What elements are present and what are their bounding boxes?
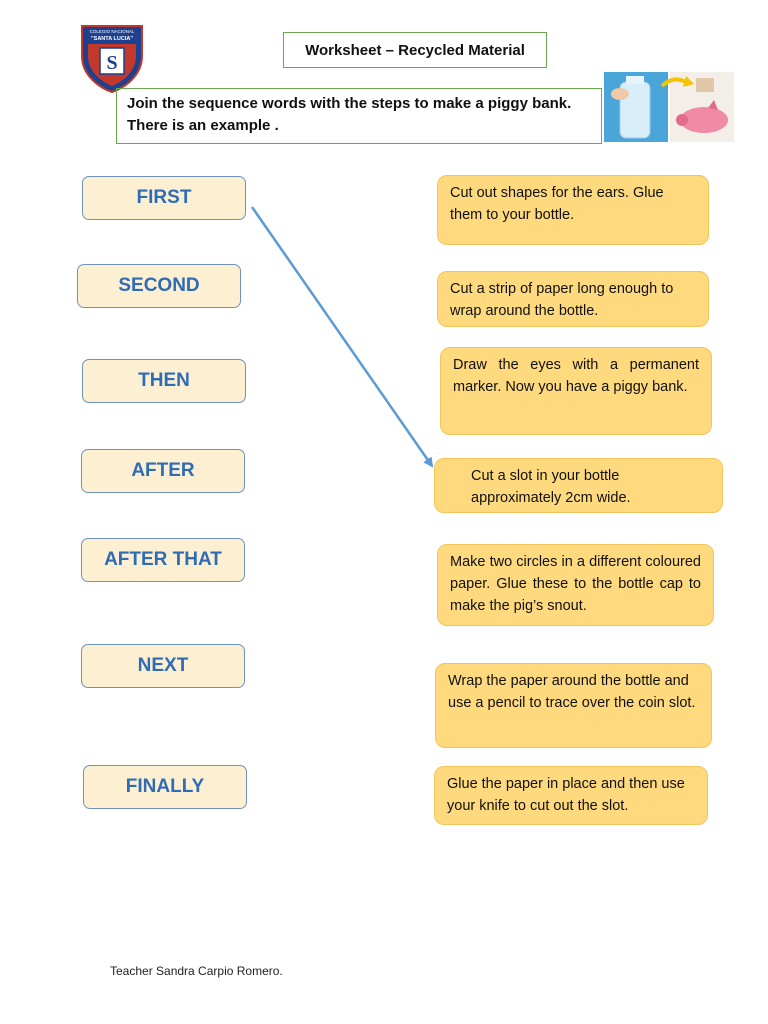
worksheet-title: Worksheet – Recycled Material — [283, 32, 547, 68]
piggy-bank-photo — [604, 72, 734, 142]
logo-letter: S — [106, 52, 118, 74]
step-ears[interactable]: Cut out shapes for the ears. Glue them to your bottle. — [437, 175, 709, 245]
step-wrap[interactable]: Wrap the paper around the bottle and use a pencil to trace over the coin slot. — [435, 663, 712, 748]
step-slot[interactable]: Cut a slot in your bottle approximately 2cm wide. — [434, 458, 723, 513]
sequence-word-then[interactable]: THEN — [82, 359, 246, 403]
instructions-box — [116, 88, 602, 144]
step-strip[interactable]: Cut a strip of paper long enough to wrap around the bottle. — [437, 271, 709, 327]
step-snout[interactable]: Make two circles in a different coloured paper. Glue these to the bottle cap to make the pig’s snout. — [437, 544, 714, 626]
logo-text-line1: COLEGIO NACIONAL — [89, 29, 135, 34]
step-cut-slot[interactable]: Glue the paper in place and then use your knife to cut out the slot. — [434, 766, 708, 825]
sequence-word-finally[interactable]: FINALLY — [83, 765, 247, 809]
teacher-credit: Teacher Sandra Carpio Romero. — [110, 964, 283, 978]
sequence-word-after-that[interactable]: AFTER THAT — [81, 538, 245, 582]
sequence-word-first[interactable]: FIRST — [82, 176, 246, 220]
sequence-word-second[interactable]: SECOND — [77, 264, 241, 308]
school-logo — [78, 22, 146, 94]
step-eyes[interactable]: Draw the eyes with a permanent marker. Now you have a piggy bank. — [440, 347, 712, 435]
sequence-word-next[interactable]: NEXT — [81, 644, 245, 688]
logo-text-line2: "SANTA LUCIA" — [91, 36, 133, 42]
instruction-line-2: There is an example . — [127, 117, 279, 134]
sequence-word-after[interactable]: AFTER — [81, 449, 245, 493]
instruction-line-1: Join the sequence words with the steps to make a piggy bank. — [127, 95, 572, 112]
